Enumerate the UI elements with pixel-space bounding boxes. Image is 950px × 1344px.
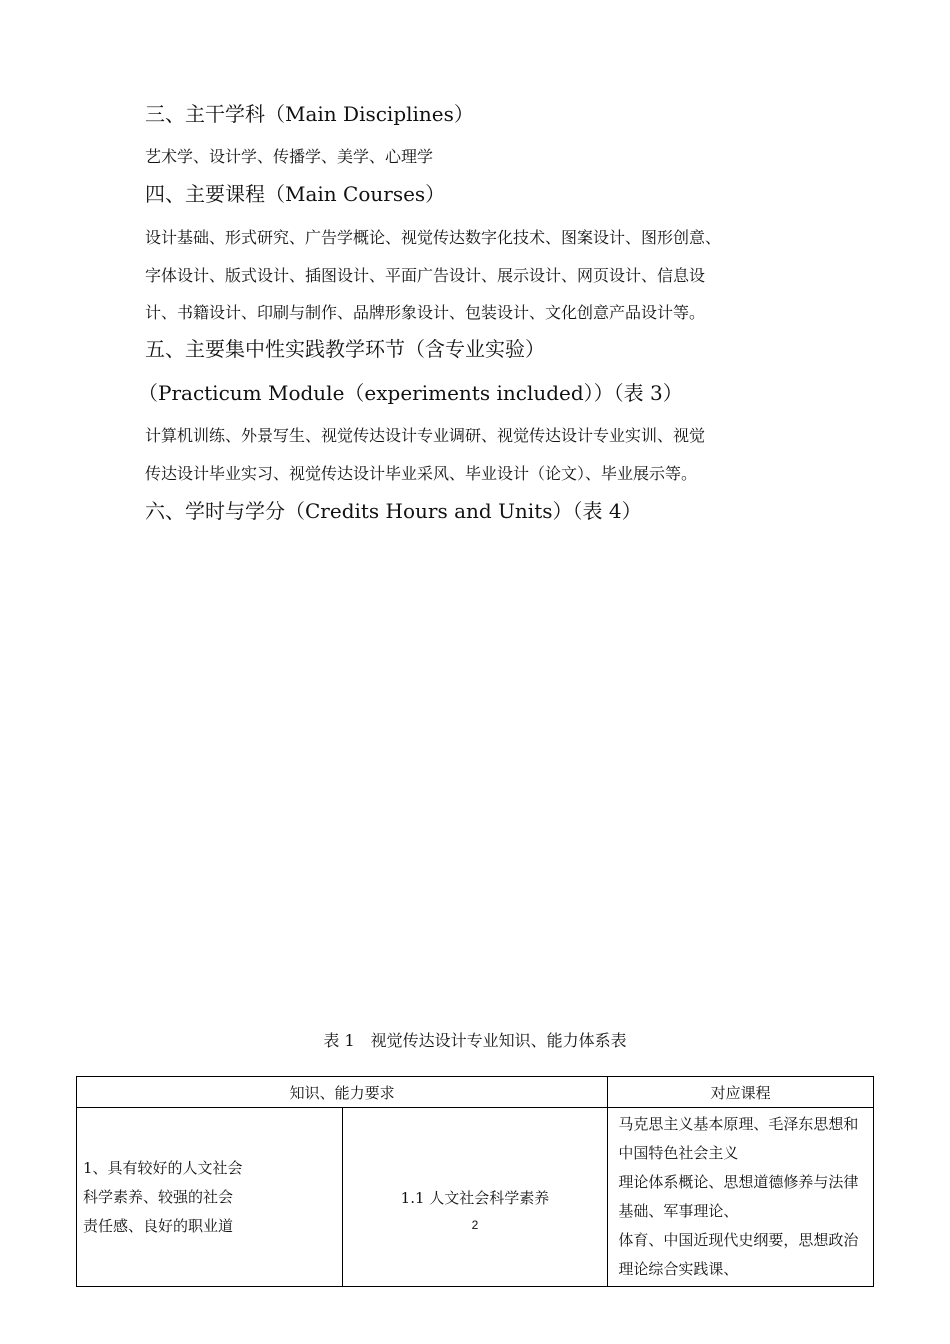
requirement-cell (77, 1108, 343, 1287)
requirement-line: 责任感、良好的职业道 (83, 1216, 234, 1235)
sub-requirement-cell: 1.1 人文社会科学素养 (342, 1108, 608, 1287)
table-row (77, 1108, 874, 1287)
requirement-line: 1、具有较好的人文社会 (83, 1158, 243, 1177)
section-6-heading: 六、学时与学分（Credits Hours and Units）（表 4） (145, 499, 642, 523)
section-5-subheading: （Practicum Module（experiments included））（表 3） (138, 381, 683, 405)
section-3-heading: 三、主干学科（Main Disciplines） (145, 102, 474, 126)
page-number: 2 (471, 1218, 479, 1232)
section-5-line-1: 计算机训练、外景写生、视觉传达设计专业调研、视觉传达设计专业实训、视觉 (145, 426, 706, 445)
courses-cell (608, 1108, 874, 1287)
section-5-heading: 五、主要集中性实践教学环节（含专业实验） (145, 337, 545, 361)
requirement-line: 科学素养、较强的社会 (83, 1187, 234, 1206)
section-3-text: 艺术学、设计学、传播学、美学、心理学 (145, 147, 434, 166)
section-4-line-2: 字体设计、版式设计、插图设计、平面广告设计、展示设计、网页设计、信息设 (145, 266, 706, 285)
section-4-line-3: 计、书籍设计、印刷与制作、品牌形象设计、包装设计、文化创意产品设计等。 (145, 303, 706, 322)
section-4-heading: 四、主要课程（Main Courses） (145, 182, 446, 206)
table-header-requirements: 知识、能力要求 (77, 1077, 608, 1108)
courses-line: 马克思主义基本原理、毛泽东思想和中国特色社会主义 (618, 1115, 859, 1162)
section-4-line-1: 设计基础、形式研究、广告学概论、视觉传达数字化技术、图案设计、图形创意、 (145, 228, 722, 247)
table-caption: 表 1 视觉传达设计专业知识、能力体系表 (323, 1031, 627, 1050)
knowledge-ability-table (76, 1076, 874, 1287)
courses-line: 理论体系概论、思想道德修养与法律基础、军事理论、 (618, 1173, 859, 1220)
courses-line: 体育、中国近现代史纲要，思想政治理论综合实践课、 (618, 1231, 859, 1278)
table-header-row (77, 1077, 874, 1108)
table-header-courses: 对应课程 (608, 1077, 874, 1108)
section-5-line-2: 传达设计毕业实习、视觉传达设计毕业采风、毕业设计（论文）、毕业展示等。 (145, 464, 698, 483)
